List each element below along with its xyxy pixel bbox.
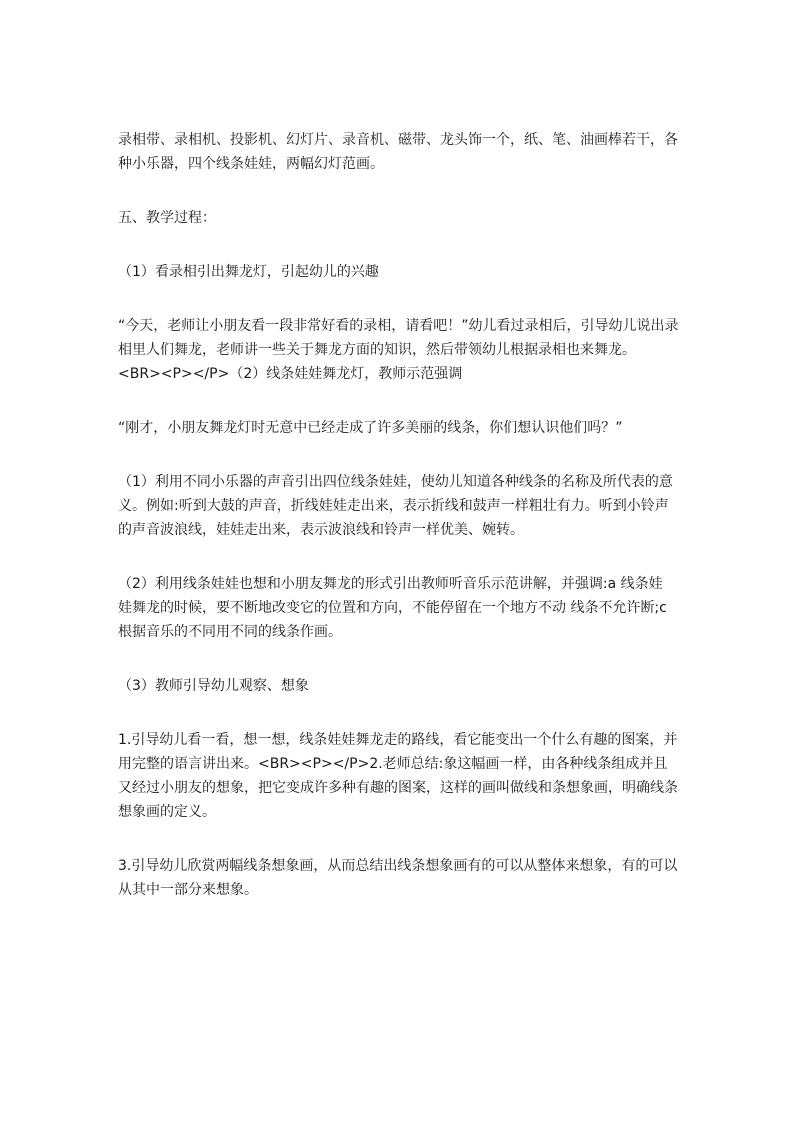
text-line: （2）利用线条娃娃也想和小朋友舞龙的形式引出教师听音乐示范讲解，并强调:a 线条娃 (118, 576, 663, 592)
document-page (118, 128, 678, 902)
text-line: “刚才，小朋友舞龙灯时无意中已经走成了许多美丽的线条，你们想认识他们吗？” (118, 420, 623, 436)
text-line: <BR><P></P>（2）线条娃娃舞龙灯，教师示范强调 (118, 366, 463, 382)
question-paragraph (118, 416, 678, 440)
step-heading (118, 674, 678, 698)
text-line: 1.引导幼儿看一看，想一想，线条娃娃舞龙走的路线，看它能变出一个什么有趣的图案，并 (118, 732, 678, 748)
text-line: 相里人们舞龙，老师讲一些关于舞龙方面的知识，然后带领幼儿根据录相也来舞龙。 (118, 342, 636, 358)
instruments-paragraph (118, 470, 678, 542)
text-line: 又经过小朋友的想象，把它变成许多种有趣的图案，这样的画叫做线和条想象画，明确线条 (118, 780, 678, 796)
text-line: 从其中一部分来想象。 (118, 882, 258, 898)
text-line: 用完整的语言讲出来。<BR><P></P>2.老师总结:象这幅画一样，由各种线条组成并且 (118, 756, 668, 772)
appreciation-paragraph (118, 854, 678, 902)
text-line: （1）利用不同小乐器的声音引出四位线条娃娃，使幼儿知道各种线条的名称及所代表的意 (118, 474, 673, 490)
text-line: 娃舞龙的时候，要不断地改变它的位置和方向，不能停留在一个地方不动 线条不允许断;c (118, 600, 667, 616)
text-line: “今天，老师让小朋友看一段非常好看的录相，请看吧！”幼儿看过录相后，引导幼儿说出录 (118, 318, 679, 334)
demonstration-paragraph (118, 572, 678, 644)
text-line: 录相带、录相机、投影机、幻灯片、录音机、磁带、龙头饰一个，纸、笔、油画棒若干，各 (118, 132, 678, 148)
materials-paragraph (118, 128, 678, 176)
text-line: （3）教师引导幼儿观察、想象 (118, 678, 309, 694)
text-line: 的声音波浪线，娃娃走出来，表示波浪线和铃声一样优美、婉转。 (118, 522, 524, 538)
text-line: 种小乐器，四个线条娃娃，两幅幻灯范画。 (118, 156, 384, 172)
observation-paragraph (118, 728, 678, 824)
text-line: 想象画的定义。 (118, 804, 216, 820)
intro-paragraph (118, 314, 678, 386)
text-line: 3.引导幼儿欣赏两幅线条想象画，从而总结出线条想象画有的可以从整体来想象，有的可以 (118, 858, 678, 874)
text-line: （1）看录相引出舞龙灯，引起幼儿的兴趣 (118, 264, 379, 280)
text-line: 五、教学过程： (118, 210, 216, 226)
text-line: 义。例如:听到大鼓的声音，折线娃娃走出来，表示折线和鼓声一样粗壮有力。听到小铃声 (118, 498, 669, 514)
section-heading (118, 206, 678, 230)
step-heading (118, 260, 678, 284)
text-line: 根据音乐的不同用不同的线条作画。 (118, 624, 342, 640)
